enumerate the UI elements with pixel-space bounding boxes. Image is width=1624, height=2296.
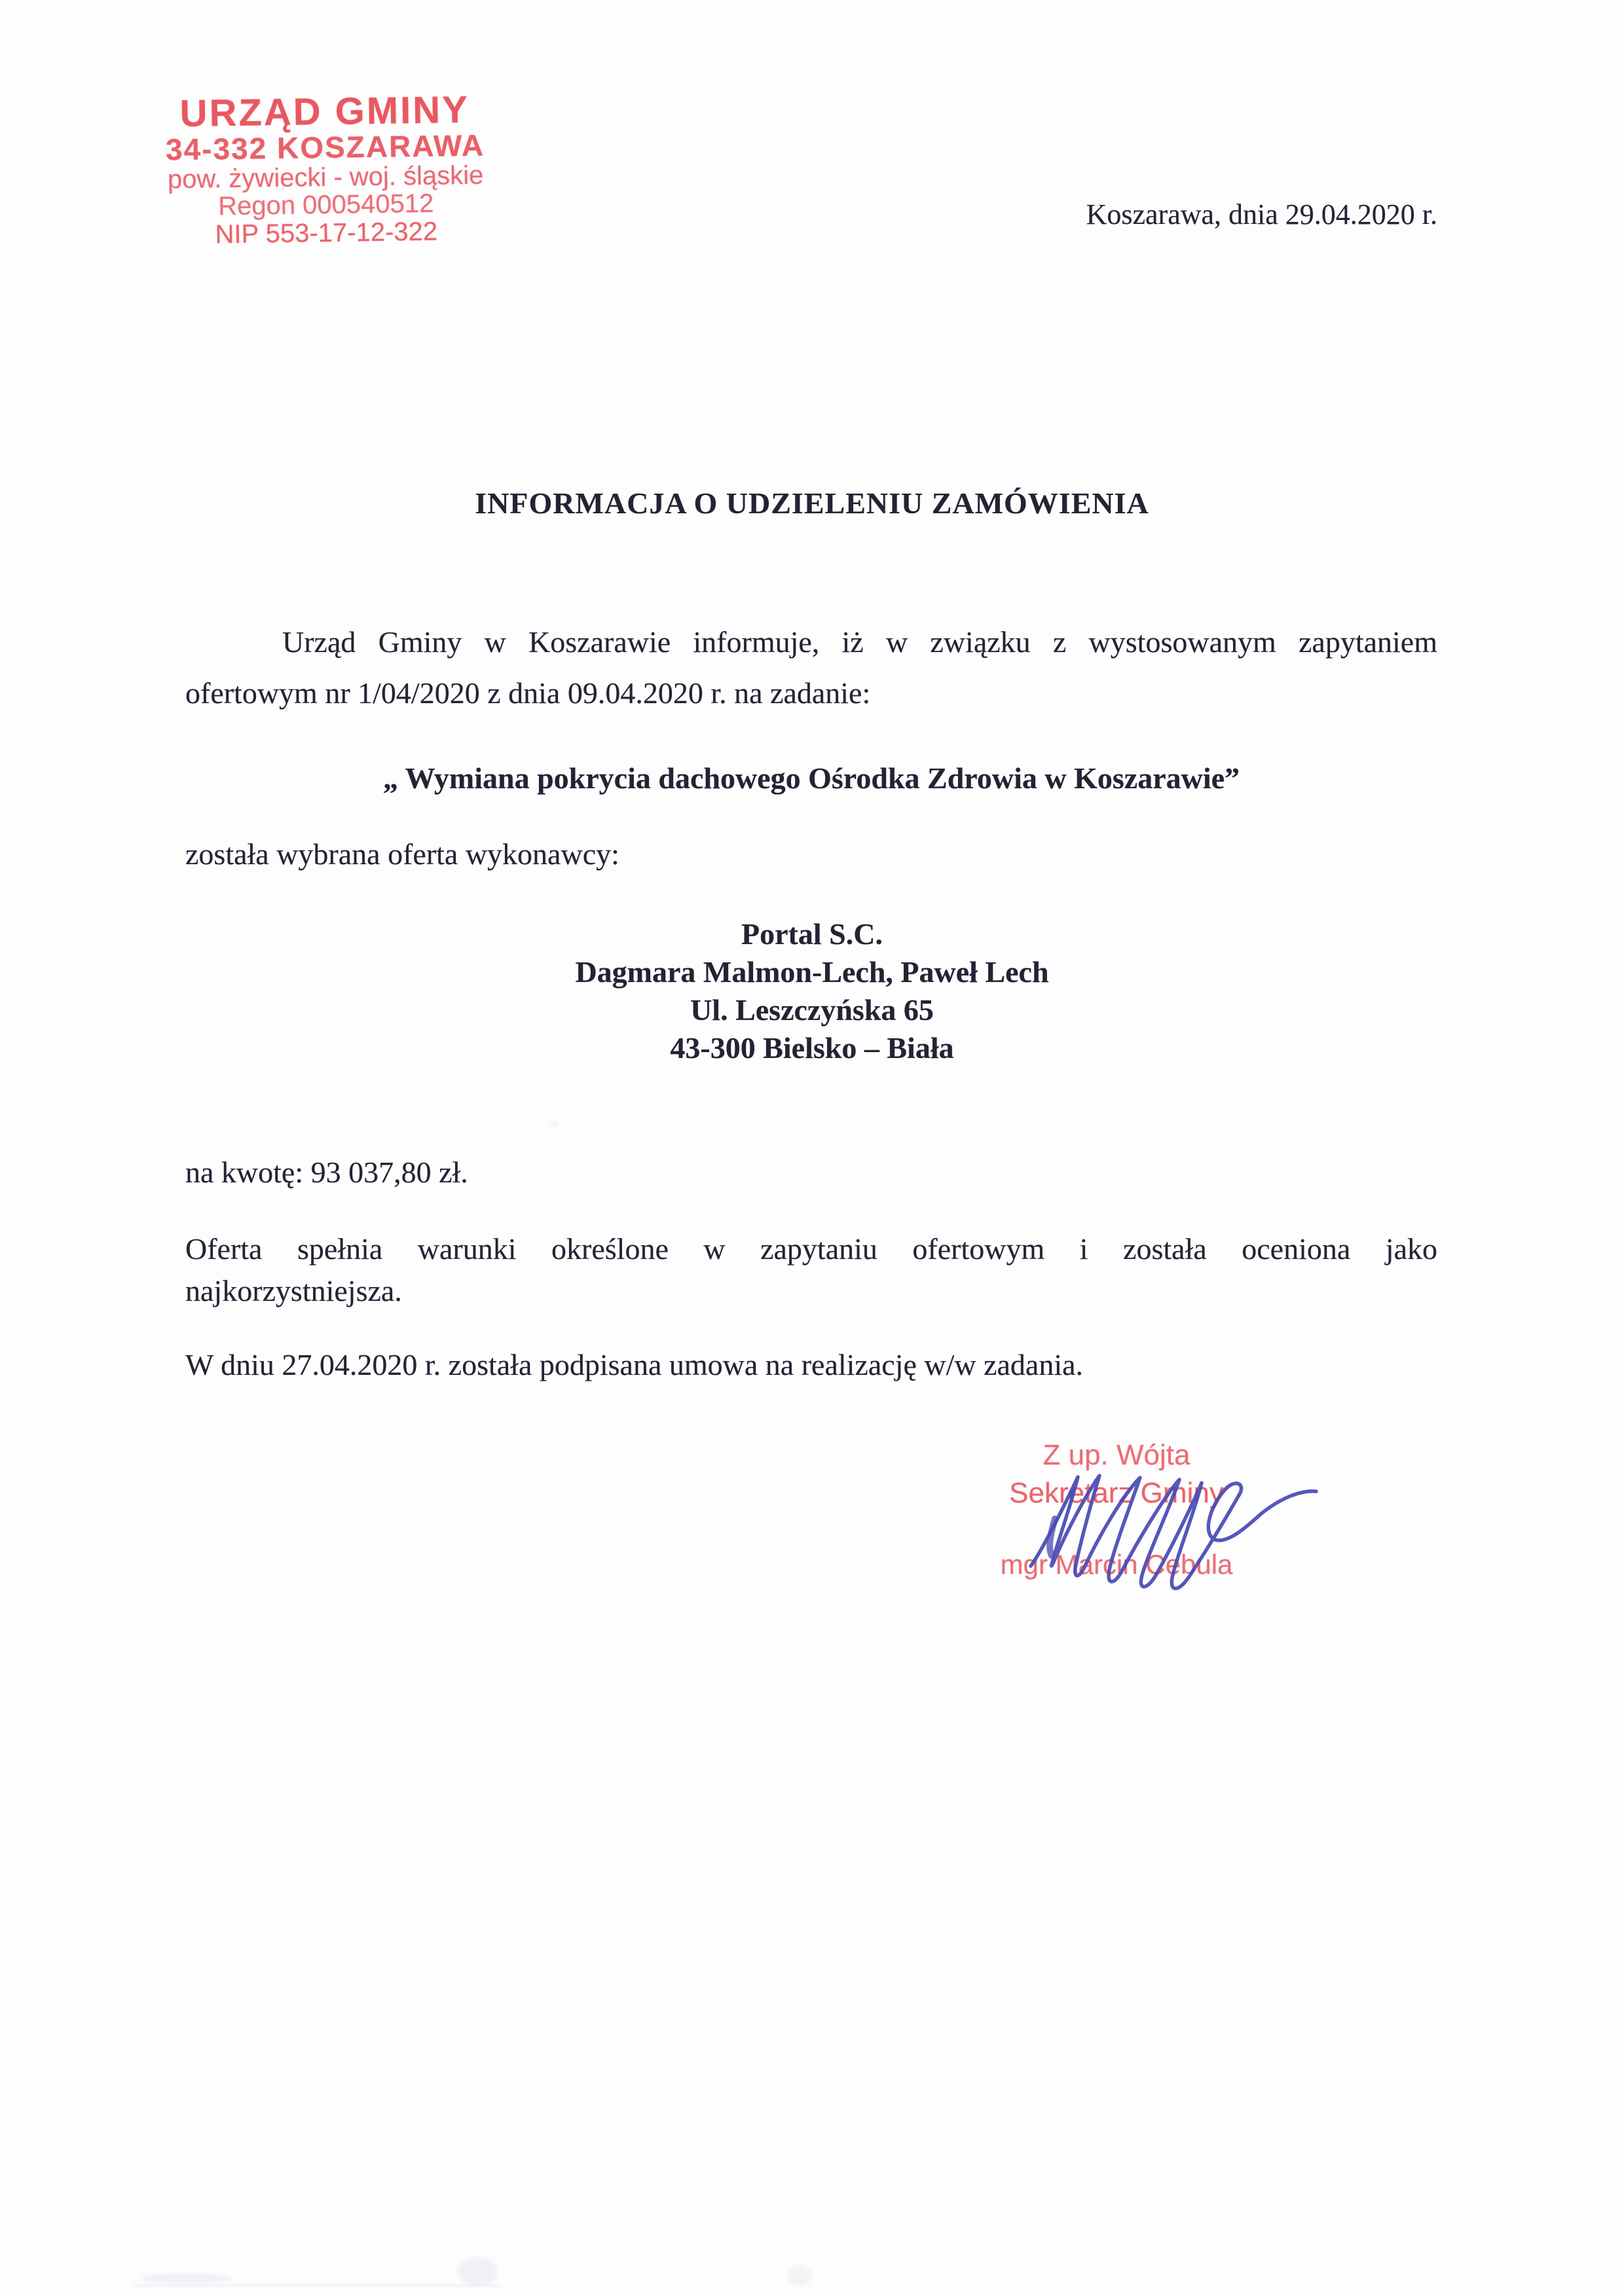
signature-stamp [946, 1440, 1287, 1579]
evaluation-line-1: Oferta spełnia warunki określone w zapytaniu ofertowym i została oceniona jako [185, 1232, 1437, 1266]
scan-artifact [550, 1121, 558, 1127]
signature-name-line: mgr Marcin Cebula [1000, 1549, 1233, 1580]
amount-line: na kwotę: 93 037,80 zł. [185, 1156, 468, 1189]
contractor-name: Portal S.C. [741, 917, 883, 951]
scan-artifact [141, 2273, 232, 2284]
intro-line-2: ofertowym nr 1/04/2020 z dnia 09.04.2020 r. na zadanie: [185, 676, 871, 710]
evaluation-line-2: najkorzystniejsza. [185, 1274, 402, 1307]
signature-role-line: Sekretarz Gminy [1009, 1477, 1224, 1509]
dateline: Koszarawa, dnia 29.04.2020 r. [1086, 198, 1437, 230]
office-stamp [151, 90, 500, 249]
scan-artifact [457, 2257, 498, 2286]
page-title: INFORMACJA O UDZIELENIU ZAMÓWIENIA [475, 486, 1149, 520]
stamp-postal-city: 34-332 KOSZARAWA [165, 128, 485, 167]
stamp-nip: NIP 553-17-12-322 [215, 217, 438, 249]
contract-line: W dniu 27.04.2020 r. została podpisana umowa na realizację w/w zadania. [185, 1348, 1084, 1381]
stamp-regon: Regon 000540512 [217, 189, 434, 221]
task-title: „ Wymiana pokrycia dachowego Ośrodka Zdrowia w Koszarawie” [382, 761, 1240, 795]
evaluation-paragraph [185, 1228, 1437, 1312]
stamp-district: pow. żywiecki - woj. śląskie [167, 160, 484, 194]
selection-line: została wybrana oferta wykonawcy: [185, 837, 619, 871]
scan-artifact [134, 2284, 501, 2287]
contractor-owners: Dagmara Malmon-Lech, Paweł Lech [575, 955, 1049, 989]
signature-authority-line: Z up. Wójta [1043, 1439, 1190, 1471]
intro-line-1: Urząd Gminy w Koszarawie informuje, iż w związku z wystosowanym zapytaniem [282, 625, 1437, 659]
contractor-block [0, 915, 1624, 1067]
contractor-city: 43-300 Bielsko – Biała [670, 1031, 954, 1065]
scan-artifact [788, 2265, 811, 2286]
contractor-street: Ul. Leszczyńska 65 [690, 993, 934, 1027]
intro-paragraph [185, 617, 1437, 719]
stamp-office-name: URZĄD GMINY [179, 88, 470, 136]
